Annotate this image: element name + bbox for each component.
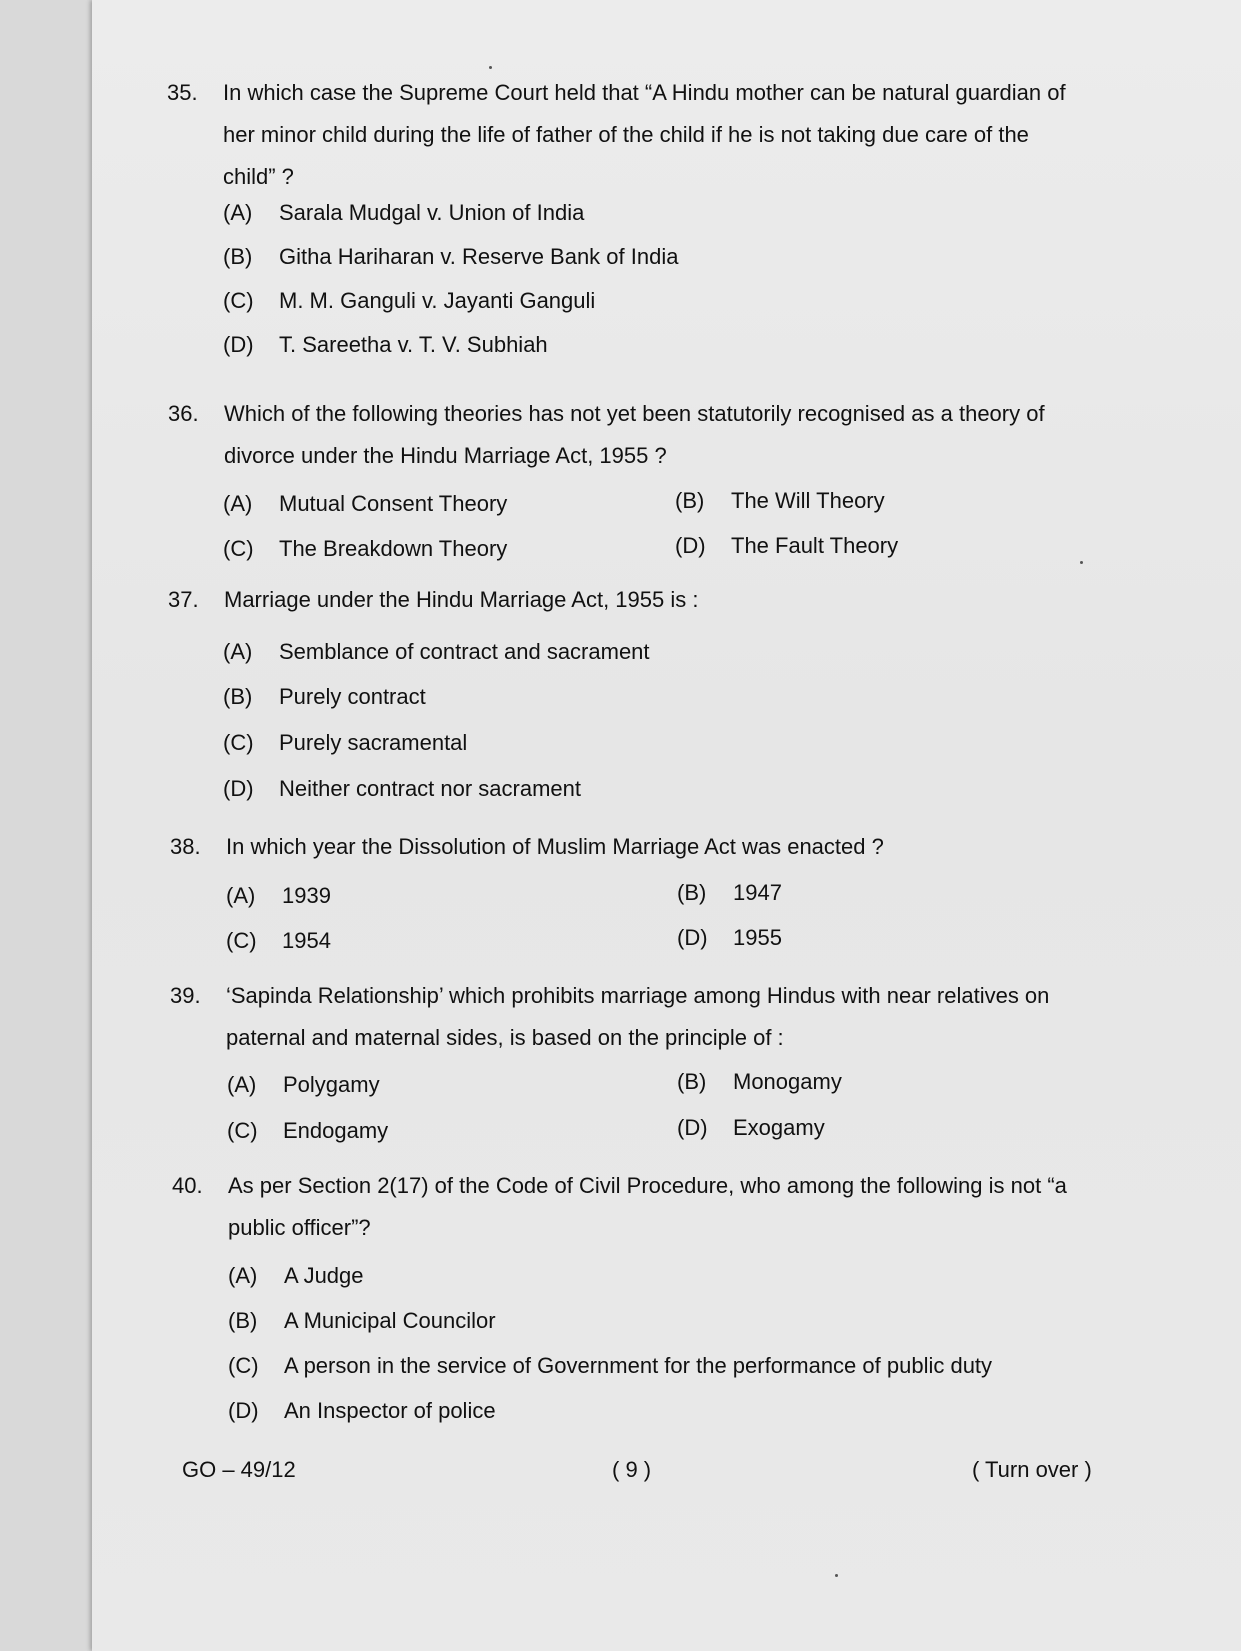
option-c: (C) 1954: [226, 928, 331, 953]
option-b: (B) Purely contract: [223, 684, 426, 709]
option-b: (B) Monogamy: [677, 1069, 842, 1094]
question-number: 40.: [172, 1173, 203, 1198]
question-number: 38.: [170, 834, 201, 859]
option-d: (D) The Fault Theory: [675, 533, 899, 558]
option-a: (A) Semblance of contract and sacrament: [223, 639, 650, 664]
question-number: 35.: [167, 80, 198, 105]
option-b: (B) The Will Theory: [675, 488, 885, 513]
question-number: 39.: [170, 983, 201, 1008]
question-text: Marriage under the Hindu Marriage Act, 1955 is :: [224, 587, 699, 612]
speck: [489, 66, 492, 69]
option-b: (B) 1947: [677, 880, 782, 905]
option-d: (D) Exogamy: [677, 1115, 825, 1140]
speck: [835, 1574, 838, 1577]
question-number: 37.: [168, 587, 199, 612]
option-a: (A) Polygamy: [227, 1072, 380, 1097]
question-text: ‘Sapinda Relationship’ which prohibits marriage among Hindus with near relatives on paternal and maternal sides, is based on the principle of :: [226, 983, 1050, 1050]
option-c: (C) Endogamy: [227, 1118, 389, 1143]
option-d: (D) 1955: [677, 925, 782, 950]
question-text: As per Section 2(17) of the Code of Civil Procedure, who among the following is not “a public officer”?: [228, 1173, 1067, 1240]
option-c: (C) A person in the service of Government for the performance of public duty: [228, 1353, 993, 1378]
page-number: ( 9 ): [612, 1457, 652, 1482]
question-text: In which year the Dissolution of Muslim Marriage Act was enacted ?: [226, 834, 884, 859]
option-d: (D) Neither contract nor sacrament: [223, 776, 582, 801]
option-a: (A) Sarala Mudgal v. Union of India: [223, 200, 585, 225]
option-c: (C) Purely sacramental: [223, 730, 468, 755]
question-text: Which of the following theories has not yet been statutorily recognised as a theory of divorce under the Hindu Marriage Act, 1955 ?: [224, 401, 1045, 468]
question-text: In which case the Supreme Court held that “A Hindu mother can be natural guardian of her minor child during the life of father of the child if he is not taking due care of the child” ?: [223, 80, 1066, 189]
option-c: (C) M. M. Ganguli v. Jayanti Ganguli: [223, 288, 596, 313]
turn-over-note: ( Turn over ): [972, 1457, 1092, 1482]
option-a: (A) A Judge: [228, 1263, 364, 1288]
option-b: (B) A Municipal Councilor: [228, 1308, 496, 1333]
speck: [1080, 561, 1083, 564]
option-b: (B) Githa Hariharan v. Reserve Bank of India: [223, 244, 679, 269]
paper-code: GO – 49/12: [182, 1457, 296, 1482]
option-d: (D) An Inspector of police: [228, 1398, 496, 1423]
option-a: (A) Mutual Consent Theory: [223, 491, 508, 516]
exam-page: [92, 0, 1241, 1651]
option-d: (D) T. Sareetha v. T. V. Subhiah: [223, 332, 548, 357]
question-number: 36.: [168, 401, 199, 426]
option-a: (A) 1939: [226, 883, 331, 908]
option-c: (C) The Breakdown Theory: [223, 536, 508, 561]
